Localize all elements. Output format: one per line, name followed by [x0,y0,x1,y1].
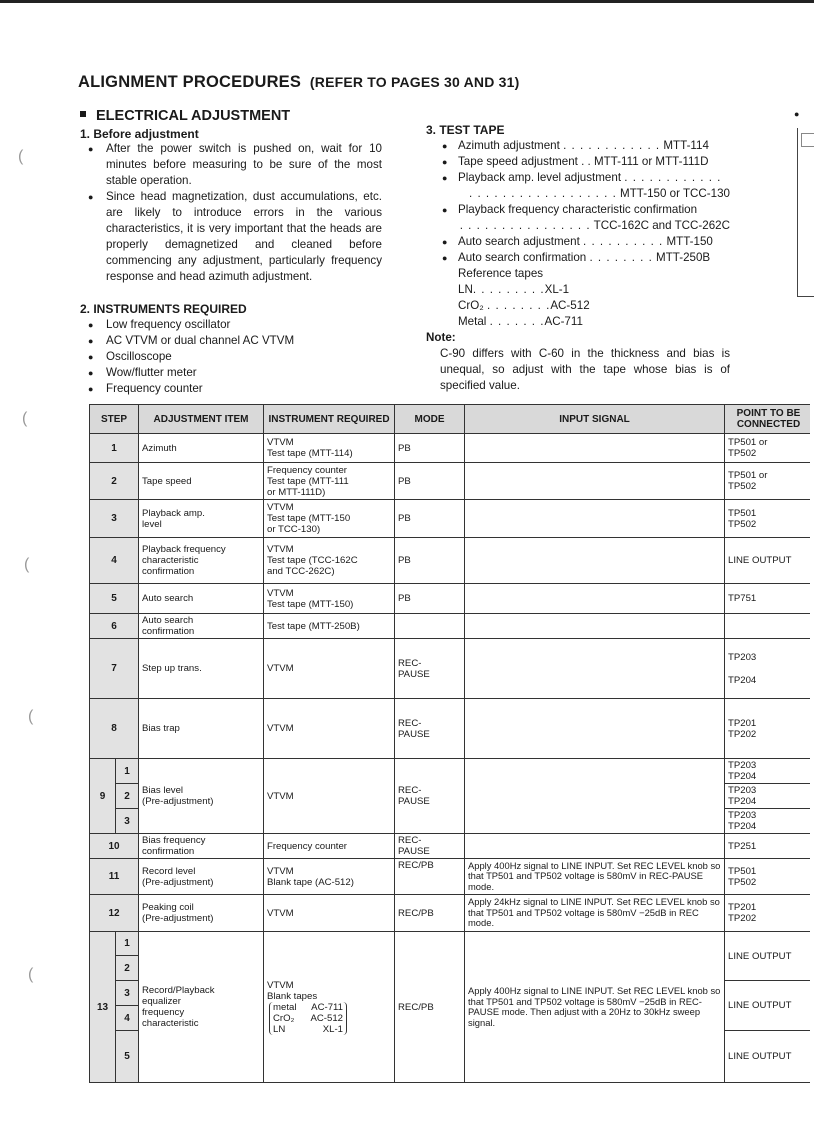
title-main: ALIGNMENT PROCEDURES [78,73,302,91]
reference-item: LN. . . . . . . . .XL-1 [458,283,570,296]
table-subrow: 2 TP203 TP204 [90,784,813,809]
list-item: ● Low frequency oscillator [84,317,382,333]
list-item: ● Auto search confirmation . . . . . . . . MTT-250B [440,250,740,266]
bullet-icon: ● [794,109,800,119]
section-heading [80,108,290,124]
list-item: ● Auto search adjustment . . . . . . . . . . MTT-150 [440,234,740,250]
table-row: 6 Auto search confirmation Test tape (MTT-250B) [90,614,813,639]
test-tape-heading: 3. TEST TAPE [426,123,505,137]
margin-mark: ( [18,148,24,165]
list-item: ● Frequency counter [84,381,382,397]
square-bullet-icon [80,111,86,117]
header-point: POINT TO BE CONNECTED [725,405,813,434]
table-row: 10 Bias frequency confirmation Frequency counter REC- PAUSE TP251 [90,834,813,859]
list-item-continued: . . . . . . . . . . . . . . . . TCC-162C and TCC-262C [459,219,730,232]
header-signal: INPUT SIGNAL [465,405,725,434]
tape-row: LN XL-1 [273,1023,343,1035]
list-item: ● Oscilloscope [84,349,382,365]
table-subrow: 4 [90,1006,813,1031]
margin-mark: ( [24,556,30,573]
table-row: 9 1 Bias level (Pre-adjustment) VTVM REC- PAUSE TP203 TP204 [90,759,813,784]
table-subrow: 2 [90,956,813,981]
list-item: ● Azimuth adjustment . . . . . . . . . . . . MTT-114 [440,138,740,154]
test-tape-list [426,138,740,394]
table-row: 1 Azimuth VTVM Test tape (MTT-114) PB TP501 or TP502 [90,434,813,463]
table-row: 5 Auto search VTVM Test tape (MTT-150) PB TP751 [90,584,813,614]
tape-brace [269,1002,347,1035]
margin-mark: ( [22,410,28,427]
table-header-row [90,405,813,434]
before-adjustment-heading: 1. Before adjustment [80,127,199,141]
reference-item: CrO₂ . . . . . . . .AC-512 [458,299,590,312]
list-item: ● AC VTVM or dual channel AC VTVM [84,333,382,349]
alignment-table [89,404,813,1083]
tape-row: CrO₂ AC-512 [273,1012,343,1024]
table-subrow: 5 LINE OUTPUT [90,1031,813,1083]
table-row: 12 Peaking coil (Pre-adjustment) VTVM REC/PB Apply 24kHz signal to LINE INPUT. Set REC LEVEL knob so that TP501 and TP502 voltage is 580mV −25dB in REC mode. TP201 TP202 [90,895,813,932]
header-step: STEP [90,405,139,434]
instrument-line: Blank tapes [267,990,318,1002]
table-subrow: 3 LINE OUTPUT [90,981,813,1006]
table-row: 2 Tape speed Frequency counter Test tape (MTT-111 or MTT-111D) PB TP501 or TP502 [90,463,813,500]
list-item-continued: . . . . . . . . . . . . . . . . . . MTT-150 or TCC-130 [469,187,730,200]
list-item: ● Playback amp. level adjustment . . . . . . . . . . . . [440,170,740,186]
table-row: 11 Record level (Pre-adjustment) VTVM Blank tape (AC-512) REC/PB Apply 400Hz signal to LINE INPUT. Set REC LEVEL knob so that TP501 and TP502 voltage is 580mV in REC-PAUSE mode. TP501 TP502 [90,859,813,895]
list-item: ● After the power switch is pushed on, wait for 10 minutes before measuring to be sure of the most stable operation. [84,141,382,189]
note-text: C-90 differs with C-60 in the thickness and bias is unequal, so adjust with the tape whose bias is of specified value. [440,347,730,392]
header-item: ADJUSTMENT ITEM [139,405,264,434]
reference-item: Metal . . . . . . .AC-711 [458,315,583,328]
instruments-heading: 2. INSTRUMENTS REQUIRED [80,302,247,316]
margin-mark: ( [28,708,34,725]
header-instrument: INSTRUMENT REQUIRED [264,405,395,434]
list-item: ● Wow/flutter meter [84,365,382,381]
table-row: 8 Bias trap VTVM REC- PAUSE TP201 TP202 [90,699,813,759]
list-item: ● Tape speed adjustment . . MTT-111 or MTT-111D [440,154,740,170]
list-item: ● Since head magnetization, dust accumulations, etc. are likely to introduce errors in the various characteristics, it is very important that the heads are properly demagnetized and cleaned before commencing any adjustment, particularly frequency response and head azimuth adjustment. [84,189,382,285]
top-rule [0,0,814,3]
section-title: ELECTRICAL ADJUSTMENT [96,108,291,124]
cropped-figure-inner [801,133,814,147]
note-heading: Note: [426,331,456,344]
instrument-line: VTVM [267,979,294,991]
page-edge-mask [810,404,814,1087]
margin-mark: ( [28,966,34,983]
table-row: 13 1 Record/Playback equalizer frequency characteristic VTVM Blank tapes metal AC-711 CrO₂ AC-512 LN XL-1 REC/PB Apply 400Hz signal to LINE INPUT. Set REC LEVEL knob so that TP501 and TP502 voltage is 580mV −25dB in REC-PAUSE mode. Then adjust with a 20Hz to 30kHz sweep signal. LINE OUTPUT [90,932,813,956]
list-item: ● Playback frequency characteristic confirmation [440,202,740,218]
table-row: 3 Playback amp. level VTVM Test tape (MTT-150 or TCC-130) PB TP501 TP502 [90,500,813,538]
table-row: 7 Step up trans. VTVM REC- PAUSE TP203 TP204 [90,639,813,699]
instruments-list [84,317,382,397]
title-subtitle: (REFER TO PAGES 30 AND 31) [309,74,520,90]
page-title [78,73,519,92]
reference-heading: Reference tapes [458,267,544,280]
cropped-figure-frame [797,128,814,297]
table-subrow: 3 TP203 TP204 [90,809,813,834]
tape-row: metal AC-711 [273,1001,343,1013]
table-row: 4 Playback frequency characteristic confirmation VTVM Test tape (TCC-162C and TCC-262C) PB LINE OUTPUT [90,538,813,584]
header-mode: MODE [395,405,465,434]
before-adjustment-list [84,141,382,285]
